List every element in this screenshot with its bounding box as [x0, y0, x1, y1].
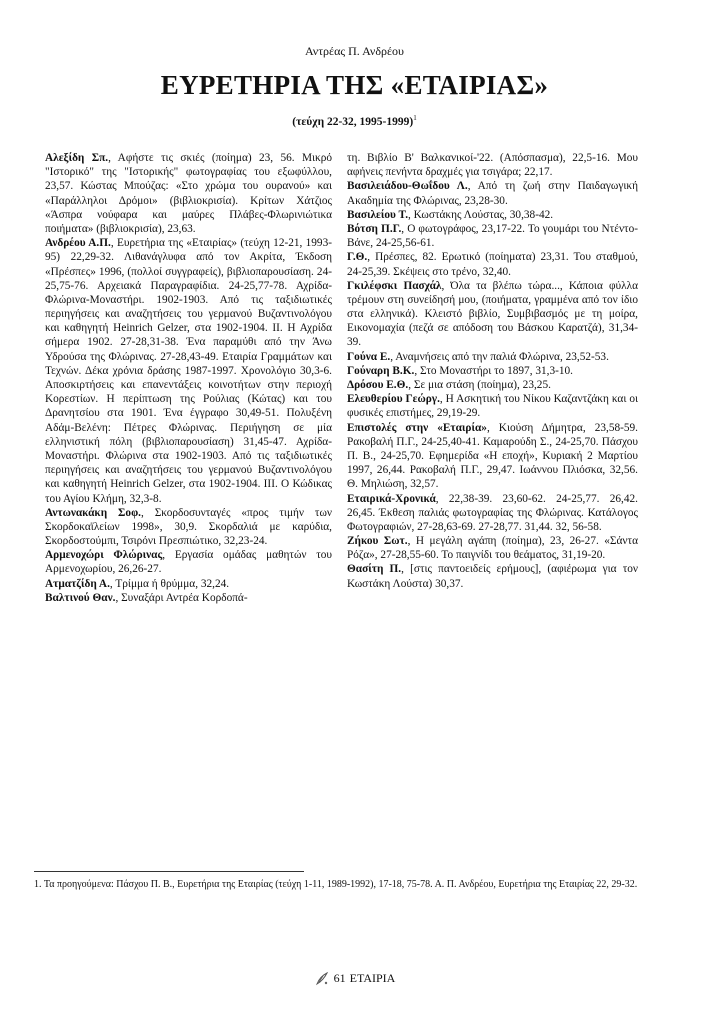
index-entry: [347, 492, 638, 535]
index-entry-continued: [347, 151, 638, 179]
entry-text: τη. Βιβλίο Β' Βαλκανικοί-'22. (Απόσπασμα), 22,5-16. Μου αφήνεις πενήντα δραχμές για τσιγάρα; 22,17.: [347, 152, 638, 179]
entry-text: , Στο Μοναστήρι το 1897, 31,3-10.: [414, 364, 574, 377]
entry-text: , Αφήστε τις σκιές (ποίημα) 23, 56. Μικρό "Ιστορικό" της "Ιστορικής" φωτογραφίας του εξωφύλλου, 23,57. Κώστας Μπούζας: «Στο χρώμα του ουρανού» και «Παράλληλοι Δρόμοι» (βιβλιοκρισία). Κρίτων Χάτζιος «Άσπρα νούφαρα και μαύρες Πλάβες-Φλωρινιώτικα ποιήματα» (βιβλιοκρισία), 23,63.: [45, 152, 333, 235]
page-number: 61: [333, 971, 346, 985]
index-entry: [45, 506, 332, 549]
entry-text: , Συναξάρι Αντρέα Κορδοπά-: [115, 591, 248, 604]
index-entry: [347, 364, 638, 378]
entry-author: Γ.Θ.: [347, 251, 368, 264]
entry-text: , Εργασία ομάδας μαθητών του Αρμενοχωρίου, 26,26-27.: [45, 549, 332, 576]
index-entry: [347, 421, 638, 492]
entry-text: , Ευρετήρια της «Εταιρίας» (τεύχη 12-21, 1993-95) 22,29-32. Λιθανάγλυφα από τον Ακρίτα, Έκδοση «Πρέσπες» 1996, (πολλοί συγγραφείς), βιβλιοπαρουσίαση. 24-25,75-76. Αρχειακά Παραγραφίδια. 24-25,77-78. Αχρίδα-Φλώρινα-Μοναστήρι. 1902-1903. Από τις ταξιδιωτικές περιηγήσεις και αναζητήσεις του γερμανού Βυζαντινολόγου και καθηγητή Heinrich Gelzer, στα 1902-1904. ΙΙ. Η Αχρίδα σήμερα 1902. 27-28,31-38. Ένα παραμύθι από την Άνω Υδρούσα της Φλώρινας. 27-28,43-49. Εταιρία Γραμμάτων και Τεχνών. Δέκα χρόνια δράσης 1987-1997. Χρονολόγιο 30,3-6. Αποσκιρτήσεις και επανεντάξεις κοινοτήτων στην περιοχή Κορεστίων. Η περίπτωση της Ρούλιας (Κώτας) και του Δρανητσίου στα 1901. Ένα έγγραφο 30,49-51. Πολυξένη Αδάμ-Βελένη: Πέτρες Φλώρινας. Περιήγηση σε μία ελληνιστική πόλη (βιβλιοπαρουσίαση) 31,45-47. Αχρίδα-Μοναστήρι. Φλώρινα στα 1902-1903. Από τις ταξιδιωτικές περιηγήσεις και αναζητήσεις του γερμανού Βυζαντινολόγου και καθηγητή Heinrich Gelzer, στα 1902-1904. ΙΙΙ. Ο Κώδικας του Αγίου Κλήμη, 32,3-8.: [45, 237, 332, 505]
article-title: ΕΥΡΕΤΗΡΙΑ ΤΗΣ «ΕΤΑΙΡΙΑΣ»: [160, 70, 549, 100]
index-entry: [347, 378, 638, 392]
entry-author: Γούναρη Β.Κ.: [347, 364, 415, 377]
index-entry: [45, 236, 332, 506]
entry-text: , Από τη ζωή στην Παιδαγωγική Ακαδημία της Φλώρινας, 23,28-30.: [347, 180, 638, 207]
footnote-marker: 1: [413, 114, 417, 122]
entry-author: Αρμενοχώρι Φλώρινας: [45, 549, 163, 562]
index-entry: [347, 179, 638, 207]
index-entry: [45, 151, 332, 236]
article-subtitle: [0, 114, 709, 128]
entry-author: Γούνα Ε.: [347, 350, 391, 363]
index-entry: [347, 250, 638, 278]
index-entry: [347, 208, 638, 222]
entry-text: , Η Ασκητική του Νίκου Καζαντζάκη και οι φυσικές επιστήμες, 29,19-29.: [347, 393, 639, 420]
subtitle-text: (τεύχη 22-32, 1995-1999): [292, 115, 414, 128]
index-column-left: [45, 151, 332, 605]
index-entry: [347, 222, 638, 250]
entry-author: Βασιλείου Τ.: [347, 208, 409, 221]
entry-author: Δρόσου Ε.Θ.: [347, 379, 409, 391]
entry-text: , [στις παντοειδείς ερήμους], (αφιέρωμα για τον Κωστάκη Λούστα) 30,37.: [347, 563, 638, 590]
footnote-divider: [34, 871, 304, 872]
index-entry: [347, 350, 638, 364]
footnote: 1. Τα προηγούμενα: Πάσχου Π. Β., Ευρετήρια της Εταιρίας (τεύχη 1-11, 1989-1992), 17-18, 75-78. Α. Π. Ανδρέου, Ευρετήρια της Εταιρίας 22, 29-32.: [34, 879, 638, 890]
entry-text: , Σκορδοσυνταγές «προς τιμήν των Σκορδοκαϊλείων 1998», 30,9. Σκορδαλιά με καρύδια, Σκορδοστούμπι, Τσιρόνι Πρεσπιώτικο, 32,23-24.: [45, 506, 333, 548]
entry-author: Αλεξίδη Σπ.: [45, 152, 109, 164]
index-entry: [45, 577, 332, 591]
index-entry: [45, 591, 332, 605]
entry-author: Ατματζίδη Α.: [45, 577, 110, 590]
entry-text: , Ο φωτογράφος, 23,17-22. Το γουμάρι του Ντέντο-Βάνε, 24-25,56-61.: [347, 222, 639, 250]
index-entry: [347, 279, 638, 350]
entry-author: Επιστολές στην «Εταιρία»: [347, 421, 487, 434]
entry-author: Εταιρικά-Χρονικά: [347, 492, 436, 505]
entry-text: , Τρίμμα ή θρύμμα, 32,24.: [109, 577, 230, 590]
entry-author: Γκιλέφσκι Πασχάλ: [347, 279, 442, 292]
entry-text: , Αναμνήσεις από την παλιά Φλώρινα, 23,52-53.: [390, 350, 609, 363]
index-entry: [347, 392, 638, 420]
entry-text: , Κωστάκης Λούστας, 30,38-42.: [408, 208, 554, 221]
page-footer: [0, 971, 709, 987]
entry-author: Αντωνακάκη Σοφ.: [45, 506, 141, 519]
entry-author: Βότση Π.Γ.: [347, 222, 402, 235]
index-column-right: [347, 151, 638, 591]
entry-text: , Κιούση Δήμητρα, 23,58-59. Ρακοβαλή Π.Γ., 24-25,40-41. Καμαρούδη Σ., 24-25,70. Πάσχου Π. Β., 24-25,70. Εφημερίδα «Η εποχή», Κυριακή 2 Μαρτίου 1997, 26,44. Ρακοβαλή Π.Γ., 29,47. Ιωάννου Πλιόσκα, 32,56. Θ. Μηλιώση, 32,57.: [347, 421, 639, 491]
leaf-ornament-icon: [314, 971, 330, 987]
entry-author: Ανδρέου Α.Π.: [45, 237, 111, 250]
entry-author: Βαλτινού Θαν.: [45, 591, 116, 604]
index-entry: [45, 548, 332, 576]
entry-author: Θασίτη Π.: [347, 563, 402, 576]
entry-author: Ελευθερίου Γεώργ.: [347, 393, 440, 406]
entry-text: , Η μεγάλη αγάπη (ποίημα), 23, 26-27. «Σάντα Ρόζα», 27-28,55-60. Το παιγνίδι του θεάματος, 31,19-20.: [347, 535, 638, 562]
entry-text: , Σε μια στάση (ποίημα), 23,25.: [408, 379, 551, 391]
index-entry: [347, 534, 638, 562]
entry-author: Βασιλειάδου-Θωΐδου Λ.: [347, 180, 468, 193]
entry-text: , 22,38-39. 23,60-62. 24-25,77. 26,42. 26,45. Έκθεση παλιάς φωτογραφίας της Φλώρινας. Κατάλογος Φωτογραφιών, 27-28,63-69. 27-28,77. 31,44. 32, 56-58.: [347, 492, 638, 533]
entry-author: Ζήκου Σωτ.: [347, 535, 408, 548]
article-author: Αντρέας Π. Ανδρέου: [305, 44, 404, 58]
entry-text: , Όλα τα βλέπω τώρα..., Κάποια φύλλα τρέμουν στη συνείδησή μου, (ποιήματα, γραμμένα από τον ίδιο στα ελληνικά). Κλειστό βιβλίο, Συμβιβασμός με τη μοίρα, Εικονομαχία (πεζά σε απόδοση του Βάσκου Καρατζά), 31,34-39.: [347, 279, 638, 349]
journal-name: ΕΤΑΙΡΙΑ: [349, 971, 396, 985]
entry-text: , Πρέσπες, 82. Ερωτικό (ποίηματα) 23,31. Του σταθμού, 24-25,39. Σκέψεις στο τρένο, 32,40.: [347, 251, 638, 278]
index-entry: [347, 562, 638, 590]
